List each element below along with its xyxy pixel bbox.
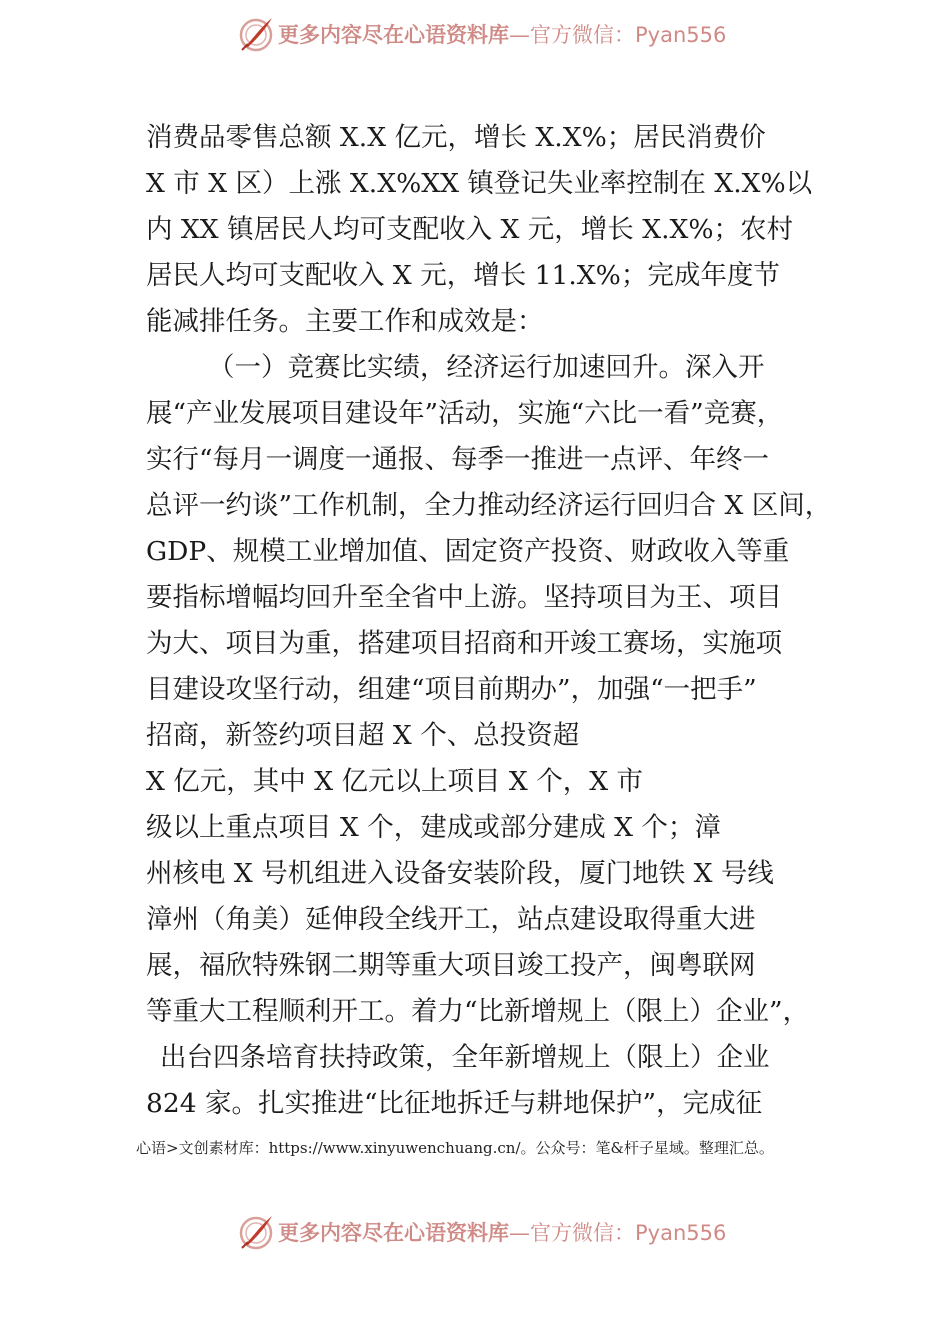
text-line: 消费品零售总额 X.X 亿元，增长 X.X%；居民消费价 xyxy=(146,122,766,153)
text-line: X 亿元，其中 X 亿元以上项目 X 个，X 市 xyxy=(146,766,644,797)
text-line: 实行“每月一调度一通报、每季一推进一点评、年终一 xyxy=(146,444,770,475)
text-line: 居民人均可支配收入 X 元，增长 11.X%；完成年度节 xyxy=(146,260,780,291)
banner-text xyxy=(278,1217,726,1247)
text-line: 州核电 X 号机组进入设备安装阶段，厦门地铁 X 号线 xyxy=(146,858,774,889)
text-line: 出台四条培育扶持政策，全年新增规上（限上）企业 xyxy=(160,1042,770,1073)
banner-dash: — xyxy=(509,23,530,47)
banner-text xyxy=(278,19,726,49)
footer-watermark-banner xyxy=(236,1212,726,1252)
quill-logo-icon xyxy=(236,1212,276,1252)
document-body xyxy=(146,115,846,1127)
text-line: GDP、规模工业增加值、固定资产投资、财政收入等重 xyxy=(146,536,790,567)
banner-brand: 更多内容尽在心语资料库 xyxy=(278,1221,509,1245)
text-line: 内 XX 镇居民人均可支配收入 X 元，增长 X.X%；农村 xyxy=(146,214,794,245)
text-line: 级以上重点项目 X 个，建成或部分建成 X 个；漳 xyxy=(146,812,721,843)
text-line: 展，福欣特殊钢二期等重大项目竣工投产，闽粤联网 xyxy=(146,950,756,981)
source-footnote: 心语>文创素材库：https://www.xinyuwenchuang.cn/。公众号：笔&杆子星域。整理汇总。 xyxy=(136,1139,774,1157)
text-line: 总评一约谈”工作机制，全力推动经济运行回归合 X 区间， xyxy=(146,490,832,521)
banner-brand: 更多内容尽在心语资料库 xyxy=(278,23,509,47)
text-line: 能减排任务。主要工作和成效是： xyxy=(146,306,544,337)
text-line: 目建设攻坚行动，组建“项目前期办”，加强“一把手” xyxy=(146,674,757,705)
text-line: 要指标增幅均回升至全省中上游。坚持项目为王、项目 xyxy=(146,582,782,613)
text-line: 招商，新签约项目超 X 个、总投资超 xyxy=(146,720,580,751)
text-line: 漳州（角美）延伸段全线开工，站点建设取得重大进 xyxy=(146,904,756,935)
quill-logo-icon xyxy=(236,14,276,54)
header-watermark-banner xyxy=(236,14,726,54)
text-line: 等重大工程顺利开工。着力“比新增规上（限上）企业”， xyxy=(146,996,810,1027)
text-line: 824 家。扎实推进“比征地拆迁与耕地保护”，完成征 xyxy=(146,1088,763,1119)
text-line: X 市 X 区）上涨 X.X%XX 镇登记失业率控制在 X.X%以 xyxy=(146,168,813,199)
banner-dash: — xyxy=(509,1221,530,1245)
text-line: 为大、项目为重，搭建项目招商和开竣工赛场，实施项 xyxy=(146,628,782,659)
section-heading-line: （一）竞赛比实绩，经济运行加速回升。深入开 xyxy=(208,352,765,383)
banner-contact: 官方微信：Pyan556 xyxy=(530,1221,727,1245)
text-line: 展“产业发展项目建设年”活动，实施“六比一看”竞赛， xyxy=(146,398,784,429)
banner-contact: 官方微信：Pyan556 xyxy=(530,23,727,47)
